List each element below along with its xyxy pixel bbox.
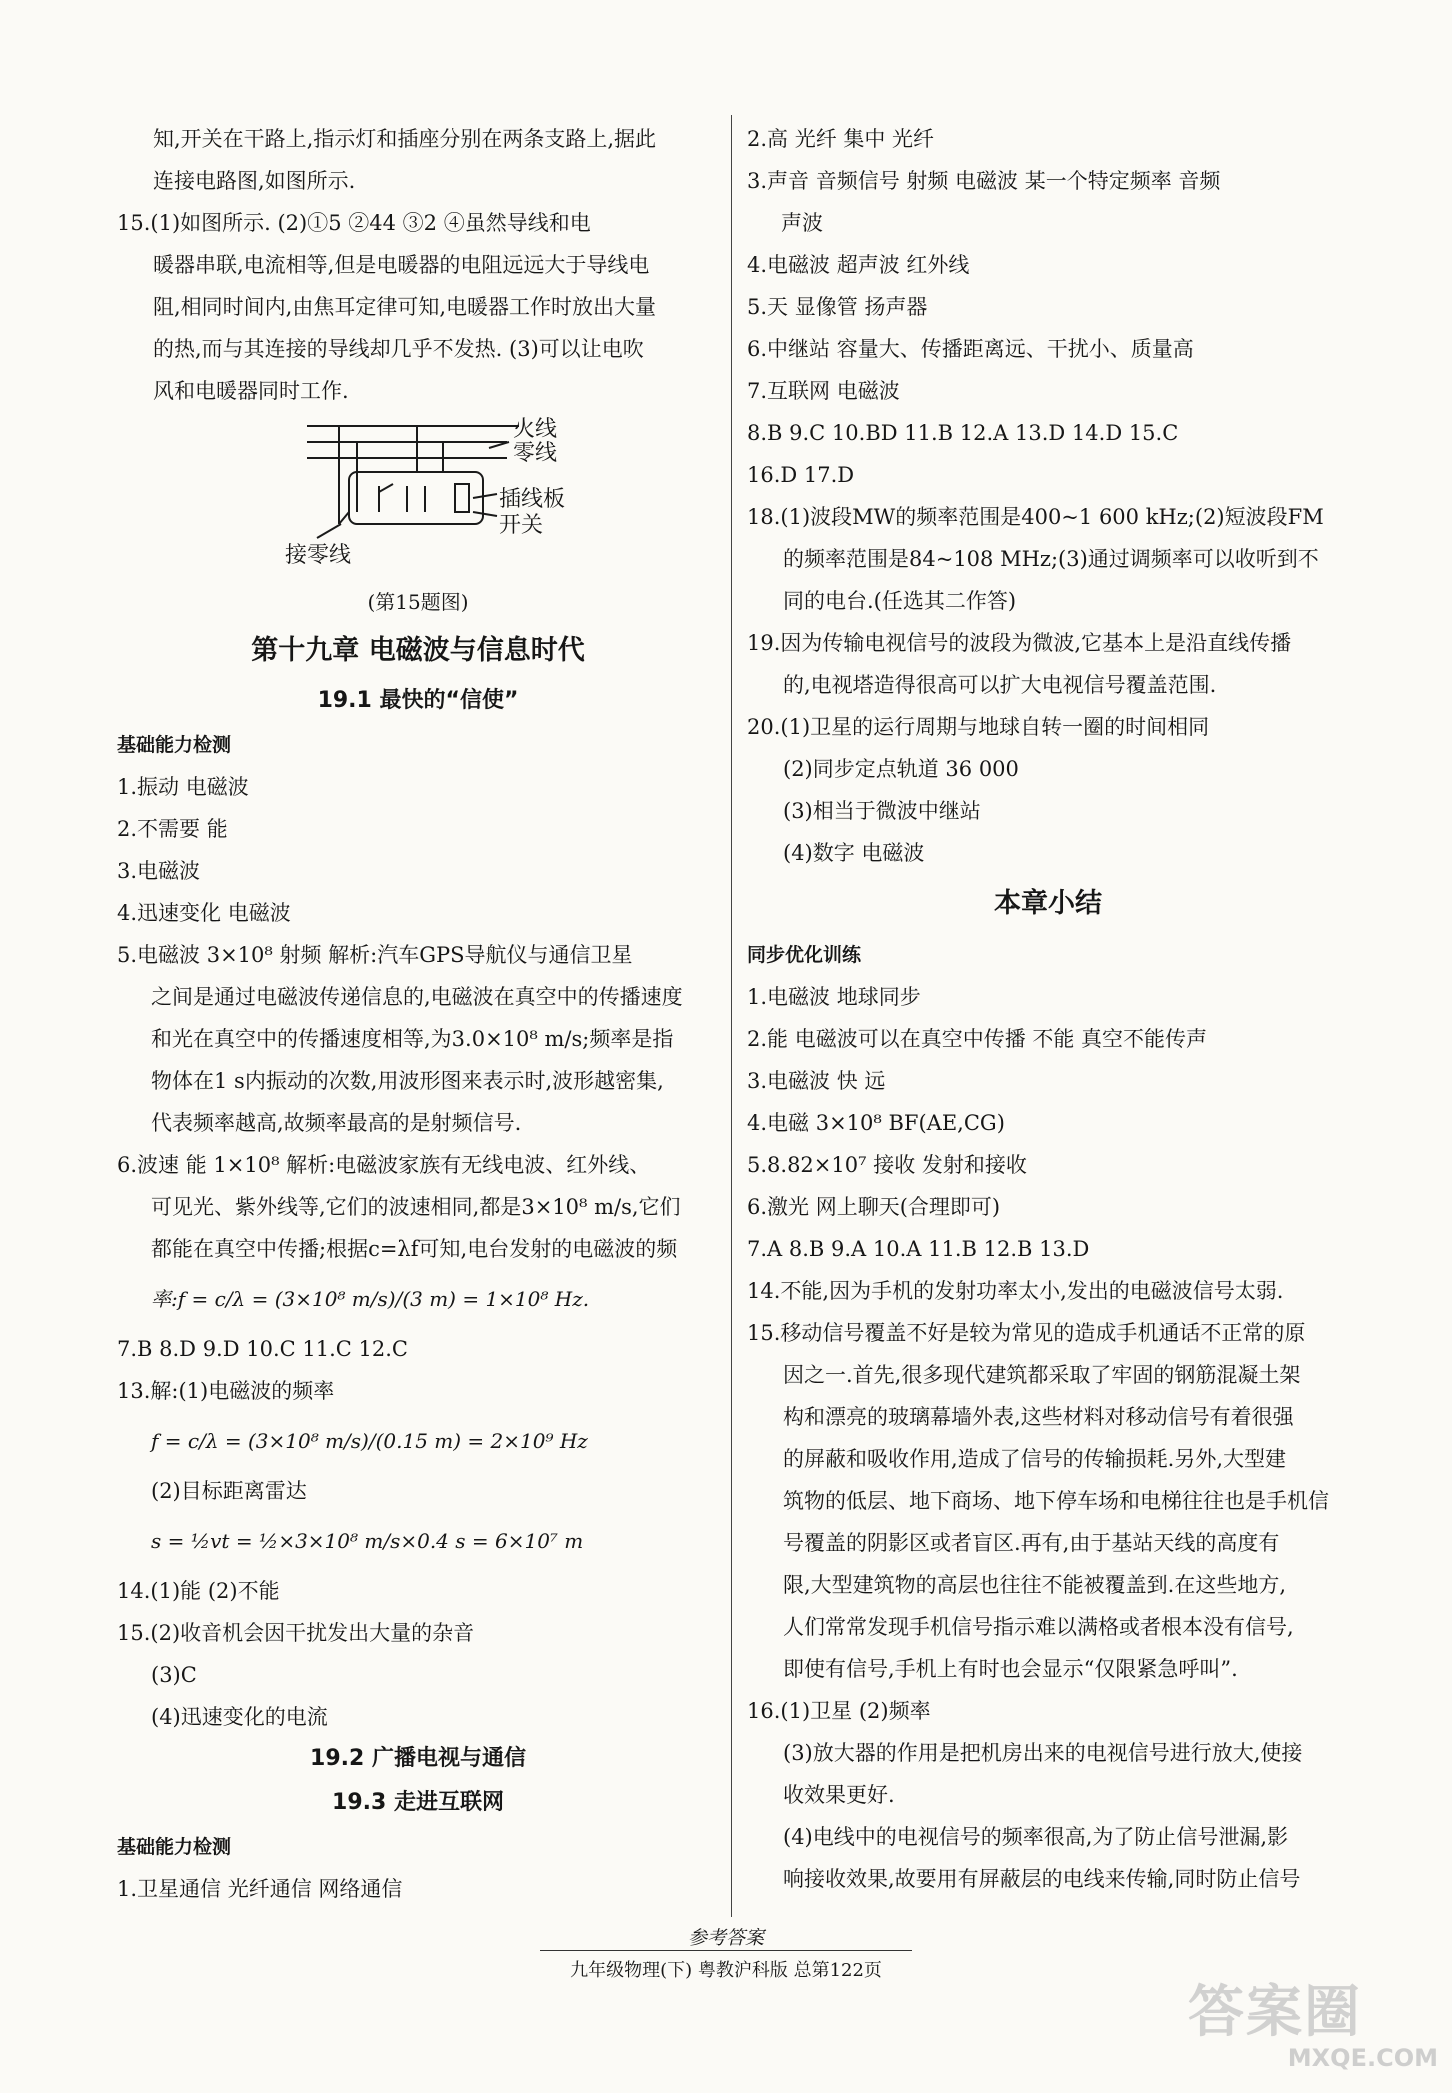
answer-line: 6.中继站 容量大、传播距离远、干扰小、质量高: [747, 337, 1194, 361]
answer-16-line: 收效果更好.: [783, 1783, 895, 1807]
answer-15-line: 构和漂亮的玻璃幕墙外表,这些材料对移动信号有着很强: [783, 1405, 1294, 1429]
neutral-wire-label: 零线: [513, 441, 558, 466]
answer-line: 7.B 8.D 9.D 10.C 11.C 12.C: [117, 1337, 408, 1361]
answer-20-line: (2)同步定点轨道 36 000: [783, 757, 1019, 781]
answer-15-line: 的热,而与其连接的导线却几乎不发热. (3)可以让电吹: [153, 337, 644, 361]
answer-13-formula: f = c/λ = (3×10⁸ m/s)/(0.15 m) = 2×10⁹ Hz: [151, 1429, 588, 1453]
subsection-heading: 基础能力检测: [117, 734, 232, 756]
answer-15-line: 15.(1)如图所示. (2)①5 ②44 ③2 ④虽然导线和电: [117, 211, 591, 235]
answer-15-line: 因之一.首先,很多现代建筑都采取了牢固的钢筋混凝土架: [783, 1363, 1301, 1387]
answer-15-line: 的屏蔽和吸收作用,造成了信号的传输损耗.另外,大型建: [783, 1447, 1287, 1471]
answer-15-line: 即使有信号,手机上有时也会显示“仅限紧急呼叫”.: [783, 1657, 1238, 1681]
right-column: [747, 118, 1349, 1900]
answer-20-line: 20.(1)卫星的运行周期与地球自转一圈的时间相同: [747, 715, 1210, 739]
answer-line: 4.迅速变化 电磁波: [117, 901, 291, 925]
figure-caption: (第15题图): [367, 590, 469, 614]
answer-line: 7.A 8.B 9.A 10.A 11.B 12.B 13.D: [747, 1237, 1090, 1261]
footer-rule: [540, 1950, 912, 1951]
answer-5-line: 代表频率越高,故频率最高的是射频信号.: [151, 1111, 522, 1135]
section-title: 19.2 广播电视与通信: [310, 1746, 526, 1771]
answer-15-line: 限,大型建筑物的高层也往往不能被覆盖到.在这些地方,: [783, 1573, 1287, 1597]
text-line: 知,开关在干路上,指示灯和插座分别在两条支路上,据此: [153, 127, 657, 151]
circuit-svg: [117, 412, 719, 582]
answer-13-formula: s = ½vt = ½×3×10⁸ m/s×0.4 s = 6×10⁷ m: [151, 1529, 584, 1553]
answer-6-line: 6.波速 能 1×10⁸ 解析:电磁波家族有无线电波、红外线、: [117, 1153, 651, 1177]
answer-5-line: 5.电磁波 3×10⁸ 射频 解析:汽车GPS导航仪与通信卫星: [117, 943, 633, 967]
subsection-heading: 基础能力检测: [117, 1836, 232, 1858]
ground-wire-label: 接零线: [285, 543, 352, 568]
answer-15-line: 15.移动信号覆盖不好是较为常见的造成手机通话不正常的原: [747, 1321, 1306, 1345]
answer-6-line: 可见光、紫外线等,它们的波速相同,都是3×10⁸ m/s,它们: [151, 1195, 681, 1219]
answer-16-line: (3)放大器的作用是把机房出来的电视信号进行放大,使接: [783, 1741, 1303, 1765]
answer-15-line: 暖器串联,电流相等,但是电暖器的电阻远远大于导线电: [153, 253, 650, 277]
answer-13-intro: 13.解:(1)电磁波的频率: [117, 1379, 335, 1403]
answer-5-line: 物体在1 s内振动的次数,用波形图来表示时,波形越密集,: [151, 1069, 664, 1093]
subsection-heading: 同步优化训练: [747, 944, 862, 966]
switch-label: 开关: [499, 513, 544, 538]
answer-line: 16.D 17.D: [747, 463, 855, 487]
answer-5-line: 和光在真空中的传播速度相等,为3.0×10⁸ m/s;频率是指: [151, 1027, 674, 1051]
column-divider: [731, 115, 732, 1917]
watermark: [1188, 1980, 1438, 2079]
power-strip-label: 插线板: [499, 487, 566, 512]
answer-19-line: 的,电视塔造得很高可以扩大电视信号覆盖范围.: [783, 673, 1217, 697]
chapter-title: 第十九章 电磁波与信息时代: [251, 635, 585, 666]
answer-20-line: (4)数字 电磁波: [783, 841, 925, 865]
answer-line: 14.不能,因为手机的发射功率太小,发出的电磁波信号太弱.: [747, 1279, 1284, 1303]
live-wire-label: 火线: [513, 417, 558, 442]
answer-16-line: (4)电线中的电视信号的频率很高,为了防止信号泄漏,影: [783, 1825, 1289, 1849]
answer-line: 8.B 9.C 10.BD 11.B 12.A 13.D 14.D 15.C: [747, 421, 1179, 445]
answer-line: 5.天 显像管 扬声器: [747, 295, 928, 319]
answer-6-formula: 率:f = c/λ = (3×10⁸ m/s)/(3 m) = 1×10⁸ Hz.: [151, 1287, 590, 1311]
answer-line: 3.电磁波 快 远: [747, 1069, 886, 1093]
answer-line: 1.卫星通信 光纤通信 网络通信: [117, 1877, 403, 1901]
watermark-url: MXQE.COM: [1287, 2044, 1438, 2072]
answer-line: 7.互联网 电磁波: [747, 379, 900, 403]
answer-line: 声波: [781, 211, 823, 235]
left-column: [117, 118, 719, 1910]
answer-15-line: 风和电暖器同时工作.: [153, 379, 349, 403]
answer-line: 4.电磁 3×10⁸ BF(AE,CG): [747, 1111, 1005, 1135]
answer-5-line: 之间是通过电磁波传递信息的,电磁波在真空中的传播速度: [151, 985, 683, 1009]
answer-line: 2.不需要 能: [117, 817, 228, 841]
answer-line: 1.振动 电磁波: [117, 775, 249, 799]
section-title: 19.3 走进互联网: [332, 1790, 504, 1815]
chapter-summary-title: 本章小结: [994, 888, 1102, 919]
answer-16-line: 响接收效果,故要用有屏蔽层的电线来传输,同时防止信号: [783, 1867, 1301, 1891]
answer-20-line: (3)相当于微波中继站: [783, 799, 981, 823]
answer-19-line: 19.因为传输电视信号的波段为微波,它基本上是沿直线传播: [747, 631, 1292, 655]
footer-title: 参考答案: [687, 1927, 764, 1949]
answer-18-line: 同的电台.(任选其二作答): [783, 589, 1017, 613]
text-line: 连接电路图,如图所示.: [153, 169, 356, 193]
answer-line: 5.8.82×10⁷ 接收 发射和接收: [747, 1153, 1027, 1177]
section-title: 19.1 最快的“信使”: [317, 688, 519, 713]
answer-line: 15.(2)收音机会因干扰发出大量的杂音: [117, 1621, 475, 1645]
answer-line: (3)C: [151, 1663, 197, 1687]
answer-15-line: 人们常常发现手机信号指示难以满格或者根本没有信号,: [783, 1615, 1294, 1639]
answer-line: 14.(1)能 (2)不能: [117, 1579, 280, 1603]
answer-line: 3.电磁波: [117, 859, 201, 883]
answer-18-line: 的频率范围是84~108 MHz;(3)通过调频率可以收听到不: [783, 547, 1319, 571]
answer-line: 4.电磁波 超声波 红外线: [747, 253, 970, 277]
answer-15-line: 号覆盖的阴影区或者盲区.再有,由于基站天线的高度有: [783, 1531, 1280, 1555]
answer-16-line: 16.(1)卫星 (2)频率: [747, 1699, 931, 1723]
answer-13-part: (2)目标距离雷达: [151, 1479, 307, 1503]
answer-line: 2.高 光纤 集中 光纤: [747, 127, 935, 151]
watermark-logo: 答案圈: [1188, 1980, 1362, 2045]
answer-line: 6.激光 网上聊天(合理即可): [747, 1195, 1001, 1219]
answer-15-line: 筑物的低层、地下商场、地下停车场和电梯往往也是手机信: [783, 1489, 1329, 1513]
answer-15-line: 阻,相同时间内,由焦耳定律可知,电暖器工作时放出大量: [153, 295, 657, 319]
answer-line: (4)迅速变化的电流: [151, 1705, 328, 1729]
answer-18-line: 18.(1)波段MW的频率范围是400~1 600 kHz;(2)短波段FM: [747, 505, 1324, 529]
footer-page-info: 九年级物理(下) 粤教沪科版 总第122页: [570, 1960, 882, 1981]
answer-line: 3.声音 音频信号 射频 电磁波 某一个特定频率 音频: [747, 169, 1221, 193]
circuit-diagram: [117, 412, 719, 582]
answer-line: 2.能 电磁波可以在真空中传播 不能 真空不能传声: [747, 1027, 1208, 1051]
answer-line: 1.电磁波 地球同步: [747, 985, 921, 1009]
answer-6-line: 都能在真空中传播;根据c=λf可知,电台发射的电磁波的频: [151, 1237, 678, 1261]
